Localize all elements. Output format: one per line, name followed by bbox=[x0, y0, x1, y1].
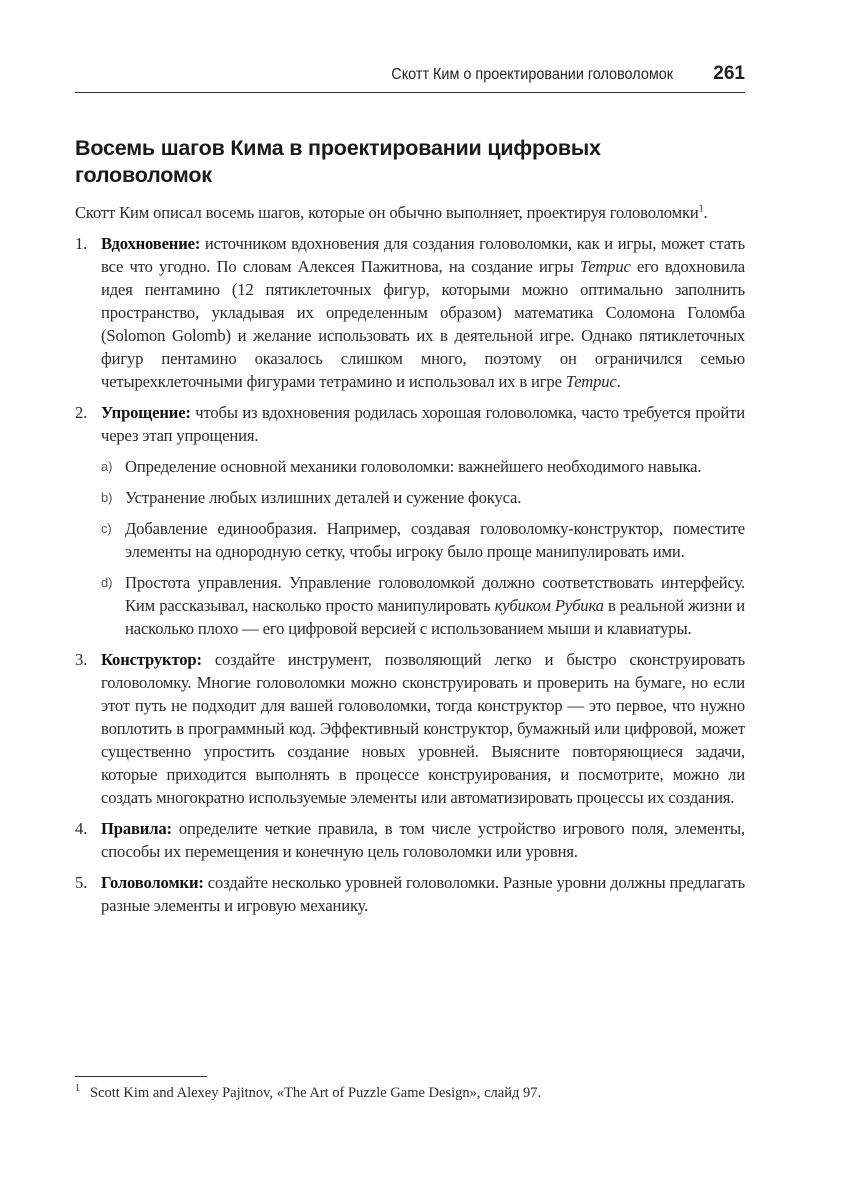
sub-item bbox=[75, 517, 745, 563]
item-text: . bbox=[616, 372, 621, 391]
intro-end: . bbox=[703, 203, 708, 222]
sub-letter: b) bbox=[101, 490, 113, 505]
sub-text: Добавление единообразия. Например, создавая головоломку-конструктор, поместите элементы на однородную сетку, чтобы игроку было проще манипулировать ими. bbox=[125, 519, 745, 561]
body-text bbox=[75, 201, 745, 925]
list-number: 1. bbox=[75, 234, 88, 253]
sub-letter: c) bbox=[101, 521, 112, 536]
list-item bbox=[75, 401, 745, 447]
sub-text: Простота управления. Управление головоломкой должно соответствовать интерфейсу. Ким рассказывал, насколько просто манипулировать bbox=[125, 573, 745, 615]
item-text: создайте инструмент, позволяющий легко и быстро сконструировать головоломку. Многие головоломки можно сконструировать и проверить на бумаге, но если этот путь не подходит для вашей головоломки, тогда конструктор — это первое, что нужно воплотить в программный код. Эффективный конструктор, бумажный или цифровой, может существенно упростить создание новых уровней. Выясните повторяющиеся задачи, которые приходится выполнять в процессе конструирования, и посмотрите, можно ли создать многократно используемые элементы или автоматизировать процессы их создания. bbox=[101, 650, 745, 807]
item-text: источником вдохновения для создания головоломки, как и игры, может стать все что угодно. По словам Алексея Пажитнова, на создание игры bbox=[101, 234, 745, 276]
item-text: определите четкие правила, в том числе устройство игрового поля, элементы, способы их перемещения и конечную цель головоломки или уровня. bbox=[101, 819, 745, 861]
item-label: Упрощение: bbox=[101, 403, 191, 422]
item-text: его вдохновила идея пентамино (12 пятиклеточных фигур, которыми можно оптимально заполнить пространство, укладывая их определенным образом) математика Соломона Голомба (Solomon Golomb) и желание использовать их в деятельной игре. Однако пятиклеточных фигур пентамино оказалось слишком много, поэтому он ограничился семью четырехклеточными фигурами тетрамино и использовал их в игре bbox=[101, 257, 745, 391]
item-label: Правила: bbox=[101, 819, 172, 838]
footnote bbox=[75, 1084, 541, 1102]
intro-paragraph bbox=[75, 201, 745, 224]
intro-text: Скотт Ким описал восемь шагов, которые он обычно выполняет, проектируя головоломки bbox=[75, 203, 699, 222]
footnote-marker: 1 bbox=[75, 1083, 80, 1095]
section-heading: Восемь шагов Кима в проектировании цифровых головоломок bbox=[75, 136, 601, 187]
list-item bbox=[75, 871, 745, 917]
list-number: 3. bbox=[75, 650, 88, 669]
item-label: Вдохновение: bbox=[101, 234, 201, 253]
sub-letter: a) bbox=[101, 459, 113, 474]
footnote-text: Scott Kim and Alexey Pajitnov, «The Art of Puzzle Game Design», слайд 97. bbox=[90, 1085, 542, 1101]
footnote-divider bbox=[75, 1076, 207, 1077]
sub-item bbox=[75, 486, 745, 509]
sub-item bbox=[75, 571, 745, 640]
list-item bbox=[75, 232, 745, 393]
sub-italic: кубиком Рубика bbox=[494, 596, 604, 615]
item-label: Головоломки: bbox=[101, 873, 204, 892]
sub-text: Устранение любых излишних деталей и сужение фокуса. bbox=[125, 488, 522, 507]
running-title: Скотт Ким о проектировании головоломок bbox=[391, 66, 673, 83]
item-text: чтобы из вдохновения родилась хорошая головоломка, часто требуется пройти через этап упрощения. bbox=[101, 403, 745, 445]
list-number: 5. bbox=[75, 873, 88, 892]
item-italic: Тетрис bbox=[579, 257, 631, 276]
running-header bbox=[75, 62, 745, 93]
list-number: 2. bbox=[75, 403, 88, 422]
list-number: 4. bbox=[75, 819, 88, 838]
item-italic: Тетрис bbox=[565, 372, 617, 391]
sub-text: Определение основной механики головоломки: важнейшего необходимого навыка. bbox=[125, 457, 702, 476]
sub-text: в реальной жизни и насколько плохо — его цифровой версией с использованием мыши и клавиатуры. bbox=[125, 596, 746, 638]
sub-letter: d) bbox=[101, 575, 113, 590]
footnote-ref[interactable]: 1 bbox=[698, 203, 704, 215]
item-label: Конструктор: bbox=[101, 650, 202, 669]
page-number: 261 bbox=[713, 63, 745, 84]
list-item bbox=[75, 648, 745, 809]
item-text: создайте несколько уровней головоломки. Разные уровни должны предлагать разные элементы и игровую механику. bbox=[101, 873, 745, 915]
list-item bbox=[75, 817, 745, 863]
sub-item bbox=[75, 455, 745, 478]
